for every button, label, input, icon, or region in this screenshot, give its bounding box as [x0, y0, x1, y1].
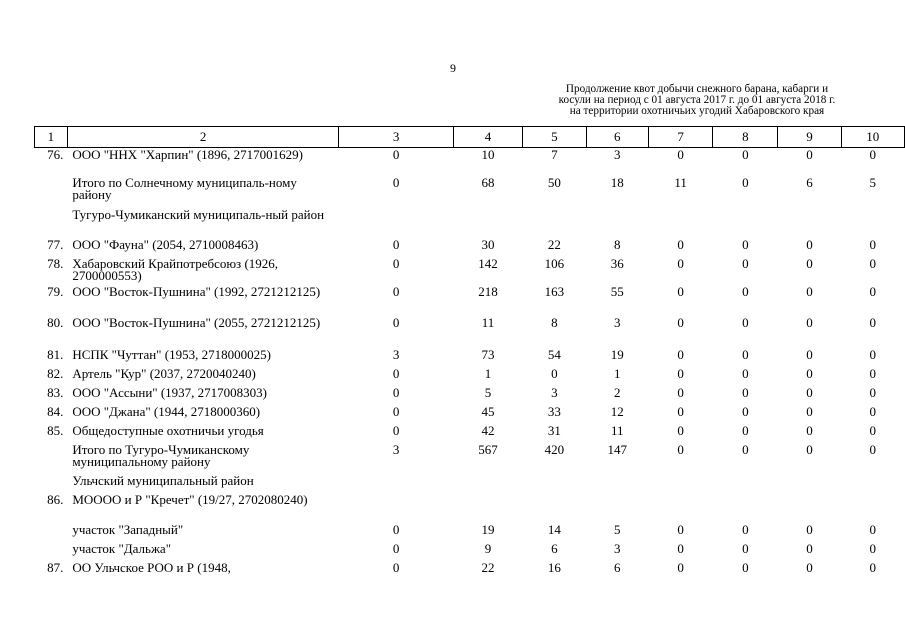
cell-col-10: 0 — [869, 540, 877, 556]
column-header-1: 1 — [35, 127, 68, 148]
row-name: ООО "Ассыни" (1937, 2717008303) — [72, 384, 268, 400]
row-number: 85. — [47, 422, 64, 438]
cell-col-8: 0 — [742, 365, 749, 381]
column-header-2: 2 — [67, 127, 339, 148]
table-row — [35, 561, 905, 580]
cell-col-6: 6 — [614, 559, 621, 575]
cell-col-7: 0 — [677, 236, 684, 252]
row-number: 87. — [47, 559, 64, 575]
cell-col-5: 163 — [544, 283, 565, 299]
cell-col-5: 106 — [544, 255, 565, 271]
table-row — [35, 285, 905, 316]
cell-col-6 — [586, 493, 648, 523]
cell-col-4: 567 — [478, 441, 498, 457]
cell-col-3: 3 — [392, 441, 400, 457]
cell-col-7 — [648, 474, 712, 493]
cell-col-3 — [339, 474, 453, 493]
cell-col-3: 0 — [392, 365, 400, 381]
row-name: ООО "Фауна" (2054, 2710008463) — [72, 236, 259, 252]
cell-col-6: 55 — [610, 283, 624, 299]
cell-col-4: 9 — [484, 540, 492, 556]
cell-col-3: 0 — [392, 255, 400, 271]
row-name: ООО "Восток-Пушнина" (1992, 2721212125) — [72, 283, 321, 299]
row-name: МОООО и Р "Кречет" (19/27, 2702080240) — [72, 491, 308, 507]
cell-col-10: 0 — [869, 559, 877, 575]
cell-col-10: 0 — [869, 384, 877, 400]
cell-col-8 — [713, 493, 778, 523]
cell-col-5: 0 — [551, 365, 558, 381]
cell-col-9 — [778, 474, 841, 493]
cell-col-10 — [841, 474, 904, 493]
cell-col-4: 19 — [481, 521, 495, 537]
cell-col-3 — [339, 493, 453, 523]
caption-line-1: Продолжение квот добычи снежного барана, кабарги и — [565, 83, 829, 95]
cell-col-5 — [523, 208, 586, 238]
cell-col-5: 33 — [547, 403, 561, 419]
cell-col-6: 18 — [610, 174, 624, 190]
cell-col-8: 0 — [742, 314, 749, 330]
cell-col-8: 0 — [742, 174, 749, 190]
cell-col-8 — [713, 474, 778, 493]
cell-col-5 — [523, 493, 586, 523]
row-number: 81. — [47, 346, 64, 362]
cell-col-3: 0 — [392, 521, 400, 537]
cell-col-8: 0 — [742, 403, 749, 419]
cell-col-9: 0 — [806, 384, 813, 400]
cell-col-10: 0 — [869, 441, 877, 457]
cell-col-5: 14 — [547, 521, 561, 537]
cell-col-4: 142 — [478, 255, 498, 271]
cell-col-3: 0 — [392, 559, 400, 575]
row-name: Общедоступные охотничьи угодья — [72, 422, 264, 438]
row-name: Итого по Тугуро-Чумиканскому муниципальному району — [72, 441, 250, 469]
cell-col-7: 0 — [677, 314, 684, 330]
cell-col-5: 420 — [544, 441, 565, 457]
column-header-5: 5 — [523, 127, 586, 148]
row-number — [35, 542, 68, 561]
row-name: Артель "Кур" (2037, 2720040240) — [72, 365, 256, 381]
caption-line-2: косули на период с 01 августа 2017 г. до 01 августа 2018 г. — [558, 94, 836, 106]
cell-col-9: 0 — [806, 540, 813, 556]
cell-col-9: 0 — [806, 365, 813, 381]
cell-col-4: 42 — [481, 422, 495, 438]
table-row — [35, 424, 905, 443]
row-number: 86. — [47, 491, 64, 507]
row-name: Ульчский муниципальный район — [72, 472, 254, 488]
cell-col-5: 16 — [547, 559, 561, 575]
row-number: 77. — [47, 236, 64, 252]
cell-col-9 — [778, 208, 841, 238]
cell-col-8: 0 — [742, 147, 749, 162]
cell-col-6: 3 — [614, 540, 621, 556]
row-number: 83. — [47, 384, 64, 400]
cell-col-10: 0 — [869, 314, 877, 330]
row-name: ООО "Восток-Пушнина" (2055, 2721212125) — [72, 314, 321, 330]
cell-col-9 — [778, 493, 841, 523]
cell-col-10: 0 — [869, 403, 877, 419]
cell-col-5: 6 — [551, 540, 558, 556]
cell-col-7: 0 — [677, 283, 684, 299]
cell-col-3: 0 — [392, 403, 400, 419]
table-caption — [527, 84, 867, 117]
quota-table — [34, 126, 905, 580]
cell-col-5: 3 — [551, 384, 558, 400]
cell-col-3: 0 — [392, 283, 400, 299]
cell-col-10 — [841, 208, 904, 238]
row-name: ООО "Джана" (1944, 2718000360) — [72, 403, 261, 419]
table-row — [35, 257, 905, 285]
cell-col-5: 8 — [551, 314, 558, 330]
cell-col-6: 1 — [614, 365, 621, 381]
cell-col-5: 22 — [547, 236, 561, 252]
cell-col-9: 0 — [806, 559, 813, 575]
cell-col-5 — [523, 474, 586, 493]
cell-col-3: 0 — [392, 422, 400, 438]
row-number — [35, 474, 68, 493]
table-row — [35, 523, 905, 542]
table-row — [35, 542, 905, 561]
table-row — [35, 386, 905, 405]
cell-col-10: 0 — [869, 346, 877, 362]
cell-col-10: 0 — [869, 236, 877, 252]
table-row — [35, 493, 905, 523]
cell-col-7: 0 — [677, 559, 684, 575]
cell-col-6: 8 — [614, 236, 621, 252]
cell-col-10: 0 — [869, 283, 877, 299]
cell-col-7: 0 — [677, 540, 684, 556]
row-number: 82. — [47, 365, 64, 381]
cell-col-5: 50 — [547, 174, 561, 190]
column-header-6: 6 — [586, 127, 648, 148]
cell-col-10: 0 — [869, 422, 877, 438]
table-body — [35, 148, 905, 580]
cell-col-4 — [453, 208, 522, 238]
cell-col-4: 1 — [484, 365, 492, 381]
cell-col-4: 30 — [481, 236, 495, 252]
cell-col-5: 31 — [547, 422, 561, 438]
table-row — [35, 405, 905, 424]
cell-col-10: 0 — [869, 255, 877, 271]
column-header-10: 10 — [841, 127, 904, 148]
cell-col-9: 0 — [806, 255, 813, 271]
cell-col-3: 0 — [392, 314, 400, 330]
row-name: ОО Ульчское РОО и Р (1948, — [72, 559, 231, 575]
row-number — [35, 443, 68, 474]
cell-col-9: 0 — [806, 441, 813, 457]
cell-col-4: 11 — [481, 314, 495, 330]
cell-col-7: 0 — [677, 147, 684, 162]
cell-col-8: 0 — [742, 236, 749, 252]
cell-col-10: 5 — [869, 174, 877, 190]
row-name: участок "Западный" — [72, 521, 184, 537]
cell-col-7: 0 — [677, 441, 684, 457]
cell-col-9: 0 — [806, 314, 813, 330]
cell-col-3: 0 — [392, 147, 400, 162]
cell-col-3: 0 — [392, 236, 400, 252]
cell-col-7: 0 — [677, 365, 684, 381]
cell-col-4 — [453, 493, 522, 523]
row-number — [35, 208, 68, 238]
column-header-8: 8 — [713, 127, 778, 148]
cell-col-10 — [841, 493, 904, 523]
page-number: 9 — [450, 61, 456, 75]
cell-col-7: 0 — [677, 384, 684, 400]
cell-col-6: 19 — [610, 346, 624, 362]
cell-col-6: 5 — [614, 521, 621, 537]
cell-col-6: 12 — [610, 403, 624, 419]
cell-col-5: 54 — [547, 346, 561, 362]
cell-col-3: 0 — [392, 174, 400, 190]
cell-col-8: 0 — [742, 559, 749, 575]
cell-col-9: 0 — [806, 147, 813, 162]
cell-col-6 — [586, 208, 648, 238]
cell-col-8: 0 — [742, 384, 749, 400]
row-number: 78. — [47, 255, 64, 271]
table-row — [35, 443, 905, 474]
cell-col-6: 147 — [607, 441, 627, 457]
row-number — [35, 523, 68, 542]
cell-col-4: 10 — [481, 147, 495, 162]
cell-col-8: 0 — [742, 441, 749, 457]
cell-col-8: 0 — [742, 422, 749, 438]
cell-col-7: 0 — [677, 521, 684, 537]
cell-col-3: 0 — [392, 384, 400, 400]
row-number: 84. — [47, 403, 64, 419]
cell-col-7 — [648, 493, 712, 523]
cell-col-9: 0 — [806, 283, 813, 299]
cell-col-9: 0 — [806, 521, 813, 537]
table-row — [35, 316, 905, 348]
cell-col-3 — [339, 208, 453, 238]
table-row — [35, 238, 905, 257]
cell-col-10: 0 — [869, 365, 877, 381]
row-number: 80. — [47, 314, 64, 330]
row-name: НСПК "Чуттан" (1953, 2718000025) — [72, 346, 271, 362]
cell-col-7: 0 — [677, 422, 684, 438]
row-name: ООО "ННХ "Харпин" (1896, 2717001629) — [72, 147, 303, 162]
cell-col-4: 45 — [481, 403, 495, 419]
cell-col-8: 0 — [742, 255, 749, 271]
cell-col-9: 0 — [806, 236, 813, 252]
table-row — [35, 148, 905, 176]
row-number — [35, 176, 68, 208]
cell-col-4: 73 — [481, 346, 495, 362]
cell-col-8 — [713, 208, 778, 238]
cell-col-4: 68 — [481, 174, 495, 190]
cell-col-6: 3 — [614, 147, 621, 162]
cell-col-8: 0 — [742, 521, 749, 537]
cell-col-6: 2 — [614, 384, 621, 400]
cell-col-6 — [586, 474, 648, 493]
cell-col-10: 0 — [869, 521, 877, 537]
table-row — [35, 474, 905, 493]
cell-col-9: 0 — [806, 422, 813, 438]
cell-col-7 — [648, 208, 712, 238]
row-name: участок "Дальжа" — [72, 540, 171, 556]
column-header-7: 7 — [648, 127, 712, 148]
cell-col-7: 0 — [677, 255, 684, 271]
cell-col-5: 7 — [551, 147, 558, 162]
header-row — [35, 127, 905, 148]
cell-col-8: 0 — [742, 283, 749, 299]
cell-col-8: 0 — [742, 540, 749, 556]
row-number: 76. — [47, 147, 64, 162]
cell-col-9: 6 — [806, 174, 813, 190]
cell-col-7: 0 — [677, 403, 684, 419]
table-row — [35, 367, 905, 386]
column-header-3: 3 — [339, 127, 453, 148]
row-name: Итого по Солнечному муниципаль-ному району — [72, 174, 297, 202]
cell-col-6: 3 — [614, 314, 621, 330]
table-row — [35, 208, 905, 238]
cell-col-3: 0 — [392, 540, 400, 556]
table-row — [35, 348, 905, 367]
row-number: 79. — [47, 283, 64, 299]
caption-line-3: на территории охотничьих угодий Хабаровского края — [569, 105, 825, 117]
row-name: Тугуро-Чумиканский муниципаль-ный район — [72, 206, 325, 222]
cell-col-6: 36 — [610, 255, 624, 271]
cell-col-7: 0 — [677, 346, 684, 362]
cell-col-6: 11 — [610, 422, 624, 438]
cell-col-4: 22 — [481, 559, 495, 575]
table-row — [35, 176, 905, 208]
cell-col-10: 0 — [869, 147, 877, 162]
cell-col-3: 3 — [392, 346, 400, 362]
cell-col-9: 0 — [806, 346, 813, 362]
column-header-4: 4 — [453, 127, 522, 148]
cell-col-8: 0 — [742, 346, 749, 362]
cell-col-4: 218 — [478, 283, 498, 299]
cell-col-4: 5 — [484, 384, 492, 400]
column-header-9: 9 — [778, 127, 841, 148]
cell-col-4 — [453, 474, 522, 493]
row-name: Хабаровский Крайпотребсоюз (1926, 2700000553) — [72, 255, 279, 283]
cell-col-7: 11 — [674, 174, 687, 190]
cell-col-9: 0 — [806, 403, 813, 419]
